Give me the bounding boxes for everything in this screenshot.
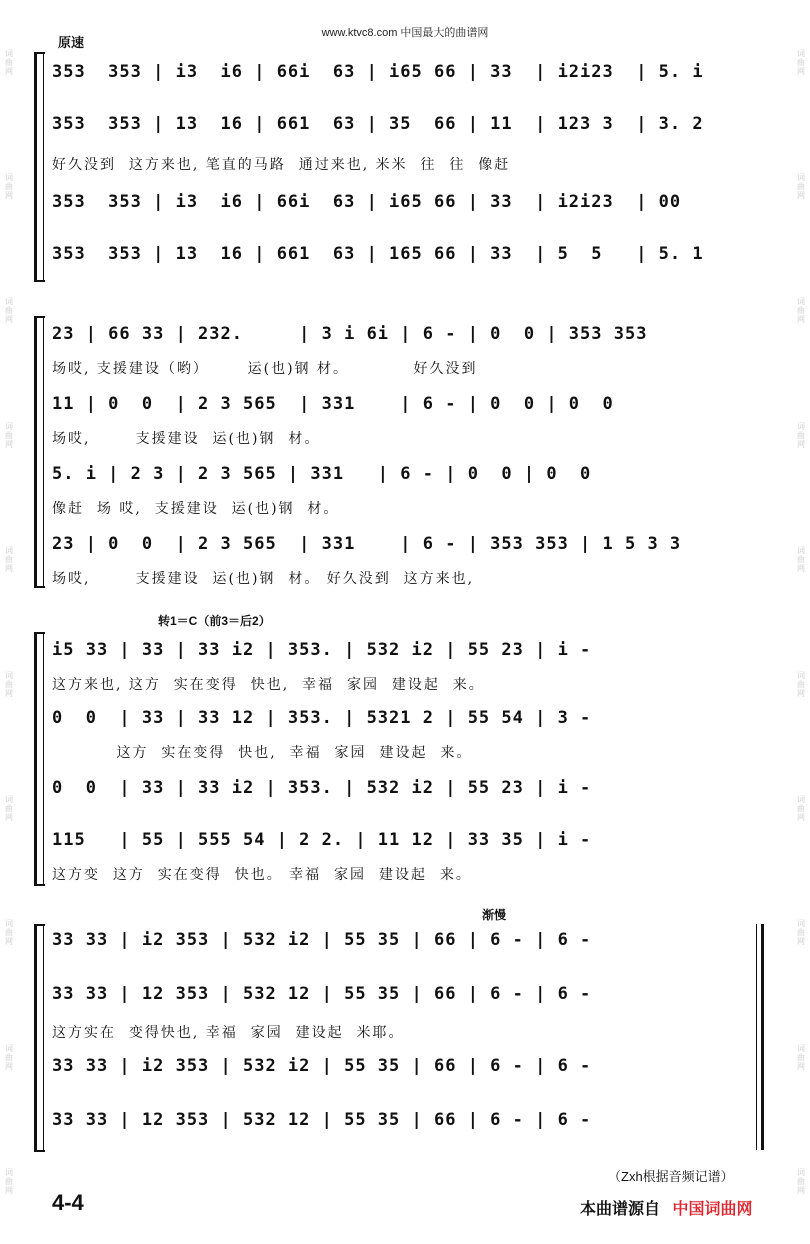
notation-row: 5. i | 2 3 | 2 3 565 | 331 | 6 - | 0 0 | 0 0 [52,464,592,484]
watermark-text: 词曲网 [4,421,14,449]
lyric-row: 这方 实在变得 快也, 幸福 家园 建设起 来。 [52,745,473,761]
lyric-row: 场哎, 支援建设 运(也)钢 材。 好久没到 这方来也, [52,571,475,587]
modulation-mark: 转1＝C（前3＝后2） [158,614,271,628]
notation-row: 33 33 | 12 353 | 532 12 | 55 35 | 66 | 6 - | 6 - [52,1110,592,1130]
score-system-2 [28,312,768,590]
notation-row: 353 353 | 13 16 | 661 63 | 35 66 | 11 | 123 3 | 3. 2 [52,114,704,134]
source-attribution [580,1196,752,1219]
notation-row: 115 | 55 | 555 54 | 2 2. | 11 12 | 33 35 | i - [52,830,592,850]
notation-row: 0 0 | 33 | 33 12 | 353. | 5321 2 | 55 54 | 3 - [52,708,592,728]
source-brand[interactable]: 中国词曲网 [672,1201,753,1218]
lyric-row: 这方实在 变得快也, 幸福 家园 建设起 米耶。 [52,1025,405,1041]
transcription-credit: （Zxh根据音频记谱） [608,1169,734,1184]
lyric-row: 这方变 这方 实在变得 快也。 幸福 家园 建设起 来。 [52,867,472,883]
lyric-row: 场哎, 支援建设（哟） 运(也)钢 材。 好久没到 [52,361,478,377]
watermark-text: 词曲网 [4,795,14,823]
watermark-text: 词曲网 [796,173,806,201]
lyric-row: 这方来也, 这方 实在变得 快也, 幸福 家园 建设起 来。 [52,677,485,693]
watermark-text: 词曲网 [796,1043,806,1071]
watermark-text: 词曲网 [4,546,14,574]
site-header: www.ktvc8.com 中国最大的曲谱网 [321,27,489,39]
watermark-text: 词曲网 [796,546,806,574]
final-barline-thin [756,924,757,1150]
score-system-4 [28,920,768,1152]
watermark-text: 词曲网 [4,919,14,947]
source-label: 本曲谱源自 [580,1201,661,1218]
tempo-mark: 原速 [58,35,85,50]
page-number: 4-4 [52,1190,84,1215]
watermark-text: 词曲网 [4,48,14,76]
score-system-3 [28,628,768,888]
system-start-barline [43,924,44,1150]
final-barline-thick [761,924,764,1150]
watermark-left [2,0,16,1244]
watermark-text: 词曲网 [4,1043,14,1071]
watermark-text: 词曲网 [4,670,14,698]
lyric-row: 场哎, 支援建设 运(也)钢 材。 [52,431,321,447]
notation-row: 353 353 | i3 i6 | 66i 63 | i65 66 | 33 | i2i23 | 00 [52,192,682,212]
watermark-text: 词曲网 [796,297,806,325]
watermark-text: 词曲网 [796,1168,806,1196]
watermark-right [794,0,808,1244]
lyric-row: 好久没到 这方来也, 笔直的马路 通过来也, 米米 往 往 像赶 [52,157,511,173]
watermark-text: 词曲网 [796,421,806,449]
notation-row: 11 | 0 0 | 2 3 565 | 331 | 6 - | 0 0 | 0 0 [52,394,614,414]
notation-row: 353 353 | i3 i6 | 66i 63 | i65 66 | 33 | i2i23 | 5. i [52,62,704,82]
notation-row: 33 33 | 12 353 | 532 12 | 55 35 | 66 | 6 - | 6 - [52,984,592,1004]
notation-row: 33 33 | i2 353 | 532 i2 | 55 35 | 66 | 6 - | 6 - [52,930,592,950]
lyric-row: 像赶 场 哎, 支援建设 运(也)钢 材。 [52,501,340,517]
watermark-text: 词曲网 [796,670,806,698]
system-start-barline [43,316,44,586]
system-start-barline [43,632,44,884]
notation-row: 353 353 | 13 16 | 661 63 | 165 66 | 33 | 5 5 | 5. 1 [52,244,704,264]
system-start-barline [43,52,44,280]
notation-row: 33 33 | i2 353 | 532 i2 | 55 35 | 66 | 6 - | 6 - [52,1056,592,1076]
slowing-mark: 渐慢 [482,908,507,922]
watermark-text: 词曲网 [796,48,806,76]
score-system-1 [28,48,768,284]
watermark-text: 词曲网 [4,173,14,201]
notation-row: 23 | 0 0 | 2 3 565 | 331 | 6 - | 353 353 | 1 5 3 3 [52,534,682,554]
watermark-text: 词曲网 [4,1168,14,1196]
notation-row: 0 0 | 33 | 33 i2 | 353. | 532 i2 | 55 23 | i - [52,778,592,798]
notation-row: 23 | 66 33 | 232. | 3 i 6i | 6 - | 0 0 | 353 353 [52,324,648,344]
notation-row: i5 33 | 33 | 33 i2 | 353. | 532 i2 | 55 23 | i - [52,640,592,660]
watermark-text: 词曲网 [796,919,806,947]
watermark-text: 词曲网 [796,795,806,823]
watermark-text: 词曲网 [4,297,14,325]
